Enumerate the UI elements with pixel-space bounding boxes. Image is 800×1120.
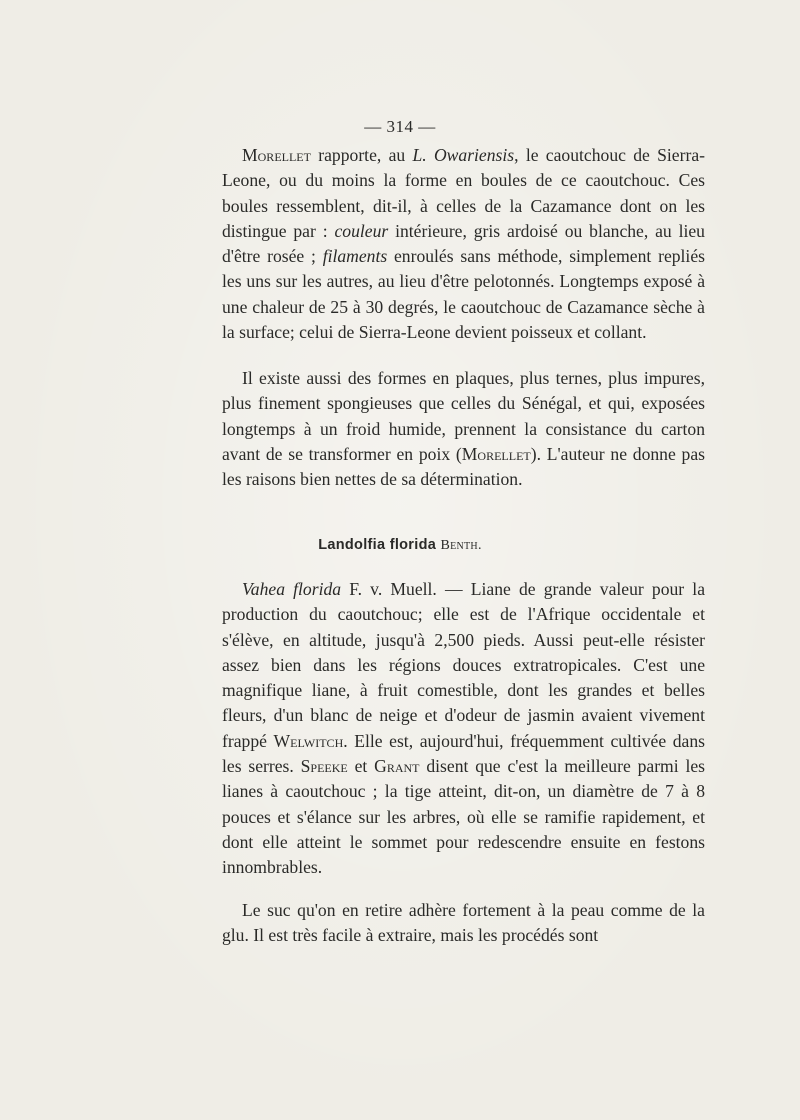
text-run: ). L'auteur ne donne pas les raisons bien nettes de sa détermination. [222,443,705,490]
author-morellet: Morellet [242,145,311,165]
paragraph-4 [222,898,705,949]
author-welwitch: Welwitch [273,730,344,751]
paragraph-3 [222,577,705,881]
paragraph-1 [222,143,705,345]
text-run: . Elle est, aujourd'hui, fréquemment cultivée dans les serres. [222,730,705,777]
emphasis-filaments: filaments [322,246,388,267]
section-heading [0,537,800,554]
text-run: enroulés sans méthode, simplement repliés les uns sur les autres, au lieu d'être pelotonnés. Longtemps exposé à une chaleur de 25 à 30 degrés, le caoutchouc de Cazamance sèche à la surface; celui de Sierra-Leone devient poisseux et collant. [222,246,705,343]
species-name: L. Owariensis [412,145,515,165]
text-run: disent que c'est la meilleure parmi les lianes à caoutchouc ; la tige atteint, dit-on, un diamètre de 7 à 8 pouces et s'élance sur les arbres, où elle se ramifie rapidement, et dont elle atteint le sommet pour redescendre ensuite en festons innombrables. [222,756,705,878]
author-speeke: Speeke [300,756,348,777]
author-morellet: Morellet [461,443,531,464]
text-run: intérieure, gris ardoisé ou blanche, au lieu d'être rosée ; [222,220,705,267]
author-grant: Grant [374,756,420,777]
text-run: , le caoutchouc de Sierra-Leone, ou du moins la forme en boules de ce caoutchouc. Ces boules ressemblent, dit-il, à celles de la Cazamance dont on les distingue par : [222,145,705,241]
text-run: rapporte, au [310,145,413,165]
text-run: Il existe aussi des formes en plaques, plus ternes, plus impures, plus finement spongieuses que celles du Sénégal, et qui, exposées longtemps à un froid humide, prennent la consistance du carton avant de se transformer en poix ( [222,368,705,464]
text-run: et [347,756,375,777]
paragraph-2 [222,366,705,492]
species-name: Vahea florida [242,579,342,599]
page-number: — 314 — [364,117,436,136]
heading-authority: Benth. [440,538,482,553]
emphasis-couleur: couleur [334,220,389,241]
heading-species: Landolfia florida [318,537,437,553]
text-run: F. v. Muell. — Liane de grande valeur pour la production du caoutchouc; elle est de l'Afrique occidentale et s'élève, en altitude, jusqu'à 2,500 pieds. Aussi peut-elle résister assez bien dans les régions douces extratropicales. C'est une magnifique liane, à fruit comestible, dont les grandes et belles fleurs, d'un blanc de neige et d'odeur de jasmin avaient vivement frappé [222,579,706,751]
text-run: Le suc qu'on en retire adhère fortement à la peau comme de la glu. Il est très facile à extraire, mais les procédés sont [222,900,705,946]
